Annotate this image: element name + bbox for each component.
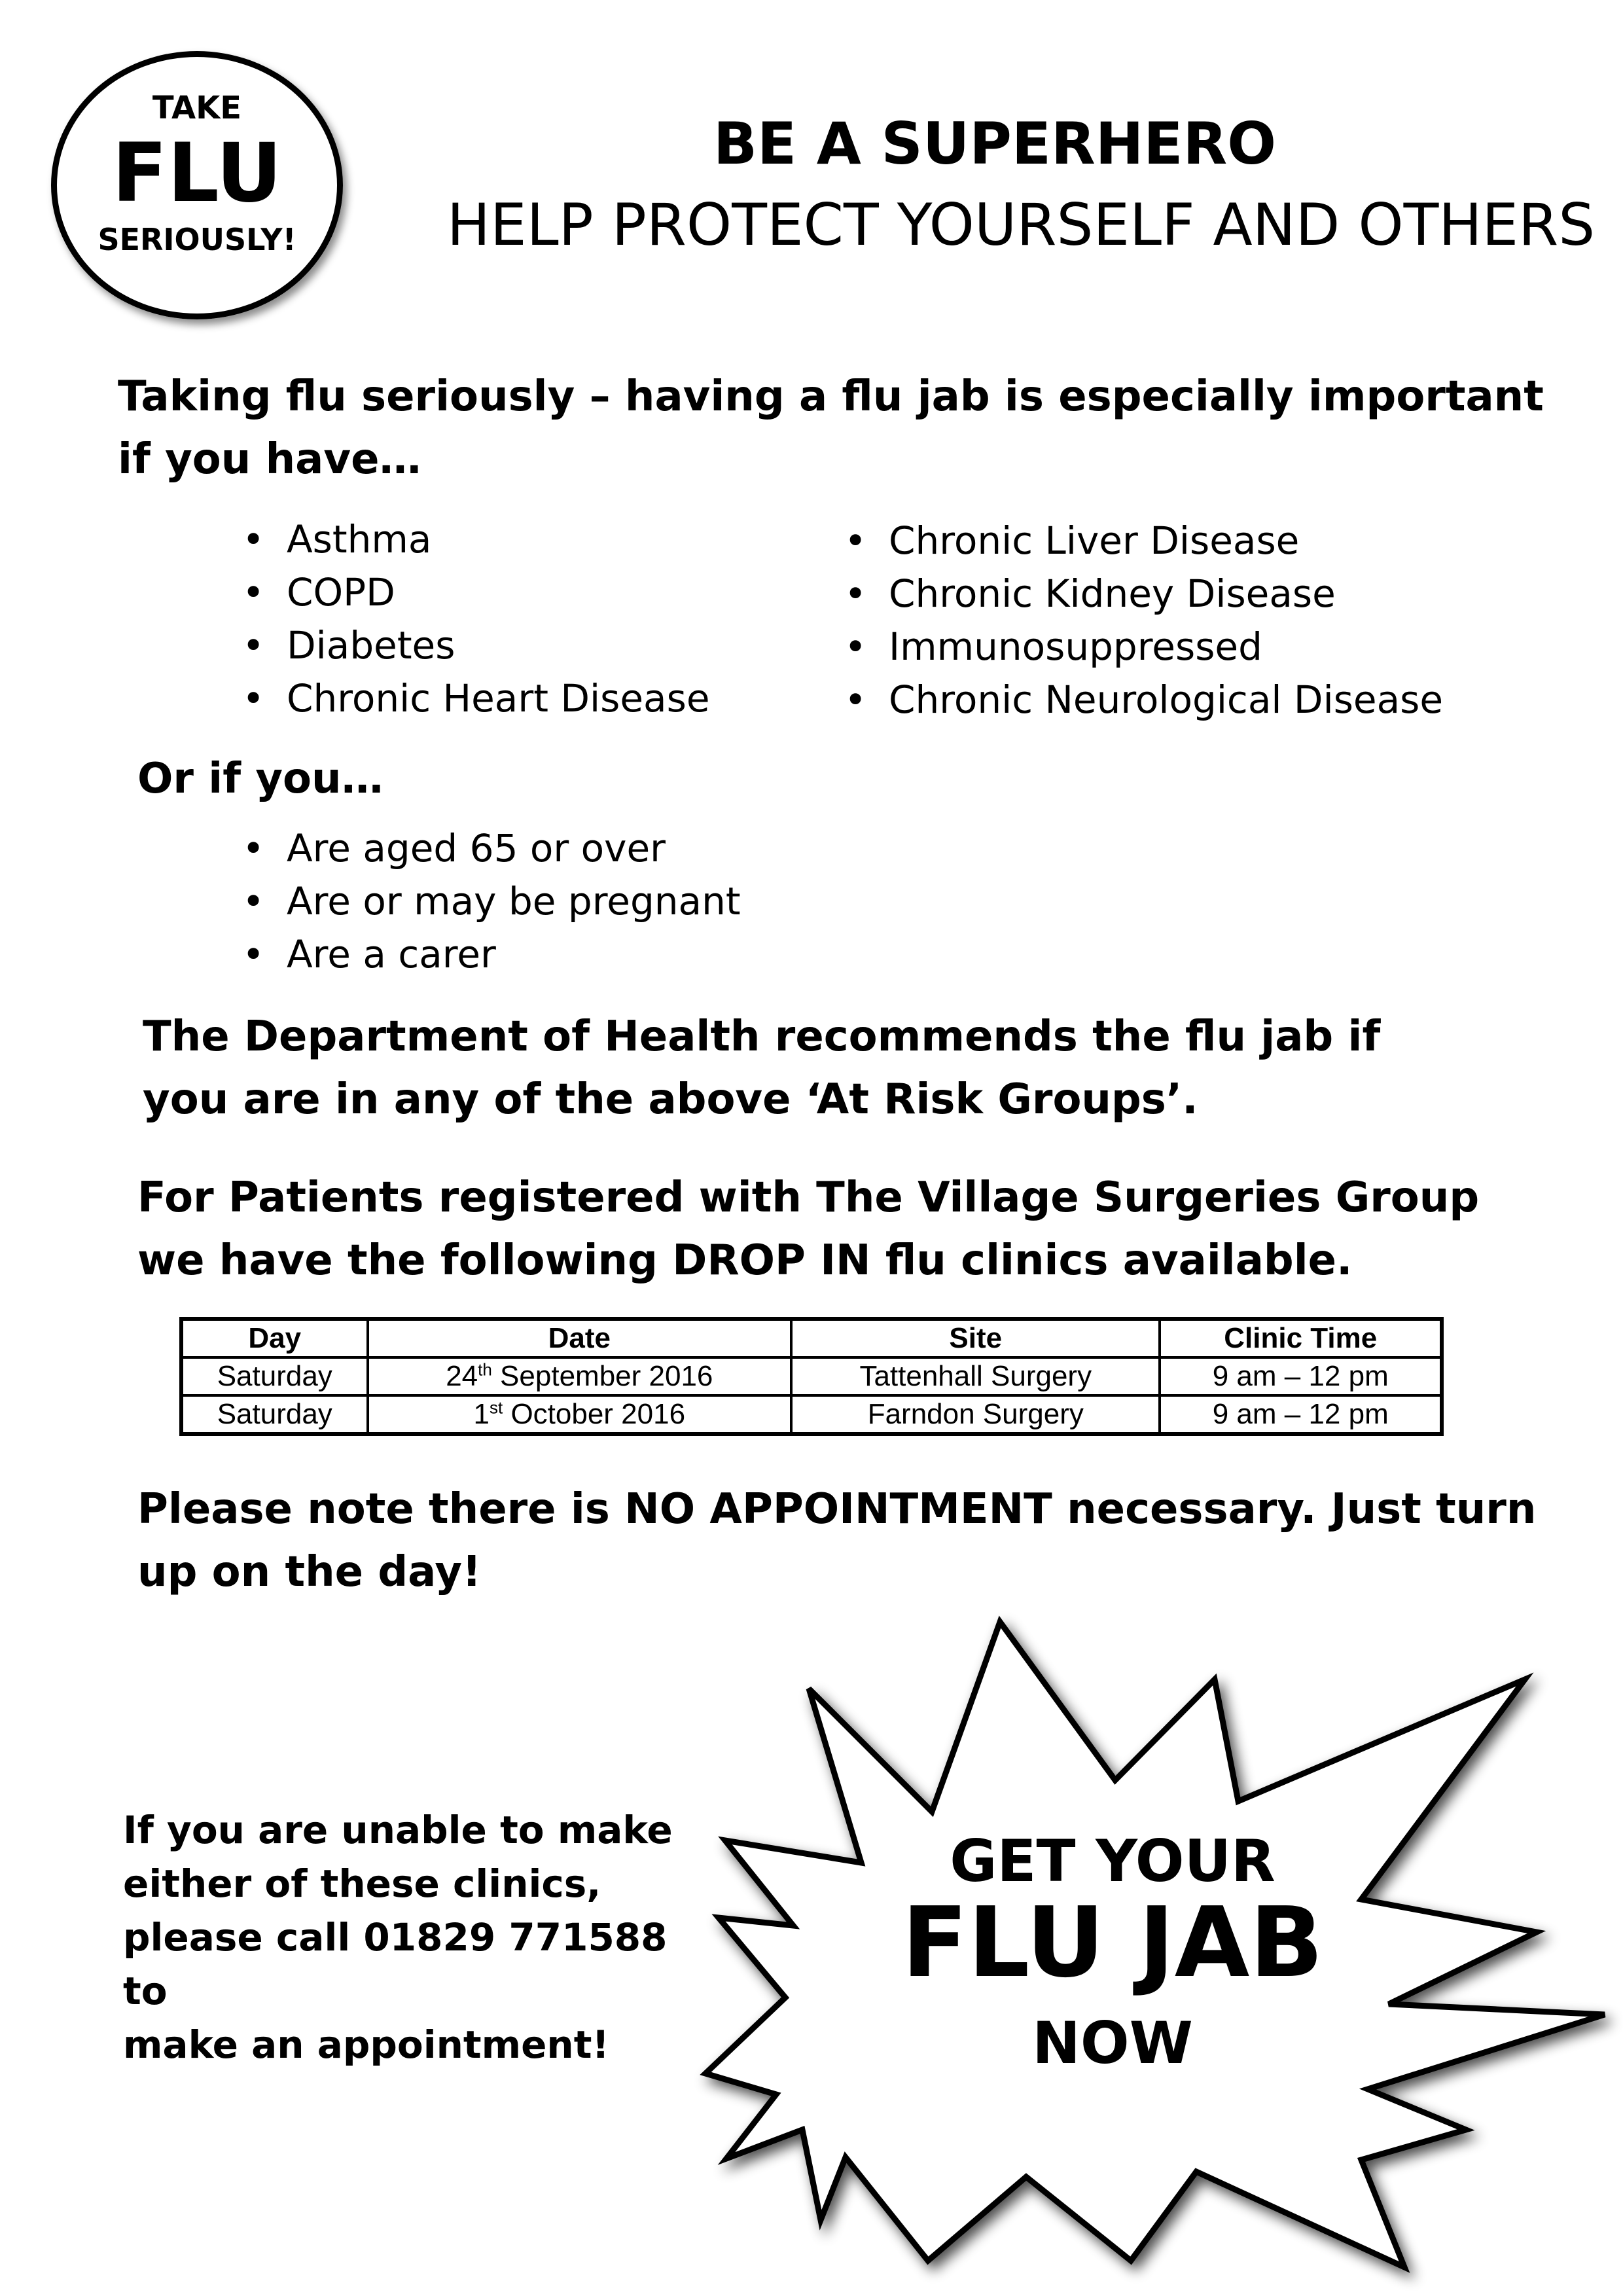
unable-line: make an appointment!: [123, 2022, 609, 2067]
badge-take: TAKE: [152, 90, 242, 126]
list-item: • Are or may be pregnant: [242, 875, 1027, 928]
unable-line: please call 01829 771588 to: [123, 1915, 668, 2013]
unable-line: either of these clinics,: [123, 1861, 601, 1906]
list-item: • Immunosuppressed: [844, 620, 1564, 673]
list-item: • Are a carer: [242, 928, 1027, 981]
list-item: • Are aged 65 or over: [242, 822, 1027, 875]
cell-site: Farndon Surgery: [791, 1395, 1160, 1434]
cell-time: 9 am – 12 pm: [1160, 1395, 1442, 1434]
header-site: Site: [791, 1319, 1160, 1357]
page-subtitle: HELP PROTECT YOURSELF AND OTHERS: [446, 191, 1596, 259]
date-rest: September 2016: [491, 1360, 713, 1392]
burst-line-3: NOW: [1032, 2009, 1193, 2077]
cell-time: 9 am – 12 pm: [1160, 1357, 1442, 1395]
list-item: • Chronic Liver Disease: [844, 514, 1564, 567]
cell-day: Saturday: [181, 1395, 368, 1434]
header-date: Date: [368, 1319, 792, 1357]
burst-line-1: GET YOUR: [950, 1827, 1275, 1895]
badge-seriously: SERIOUSLY!: [98, 222, 296, 257]
date-suffix: st: [489, 1397, 503, 1418]
doh-recommendation: The Department of Health recommends the flu jab if you are in any of the above ‘At Risk Groups’.: [143, 1013, 1381, 1124]
date-suffix: th: [478, 1359, 492, 1380]
date-num: 24: [446, 1360, 478, 1392]
badge-flu: FLU: [112, 126, 282, 221]
cell-site: Tattenhall Surgery: [791, 1357, 1160, 1395]
list-item: • Asthma: [242, 513, 831, 566]
or-if-heading: Or if you…: [137, 755, 383, 803]
list-item: • COPD: [242, 566, 831, 619]
patients-text: For Patients registered with The Village Surgeries Group we have the following DROP IN flu clinics available.: [137, 1174, 1480, 1285]
unable-line: If you are unable to make: [123, 1808, 673, 1852]
list-item: • Chronic Kidney Disease: [844, 567, 1564, 620]
header-day: Day: [181, 1319, 368, 1357]
list-item: • Diabetes: [242, 619, 831, 672]
date-rest: October 2016: [503, 1398, 686, 1430]
header-clinic-time: Clinic Time: [1160, 1319, 1442, 1357]
list-item: • Chronic Heart Disease: [242, 672, 831, 725]
intro-text: Taking flu seriously – having a flu jab is especially important if you have…: [118, 372, 1544, 484]
date-num: 1: [473, 1398, 490, 1430]
no-appointment-note: Please note there is NO APPOINTMENT necessary. Just turn up on the day!: [137, 1485, 1537, 1596]
cell-day: Saturday: [181, 1357, 368, 1395]
list-item: • Chronic Neurological Disease: [844, 673, 1564, 726]
burst-line-2: FLU JAB: [901, 1886, 1324, 1999]
page-title: BE A SUPERHERO: [713, 110, 1277, 177]
